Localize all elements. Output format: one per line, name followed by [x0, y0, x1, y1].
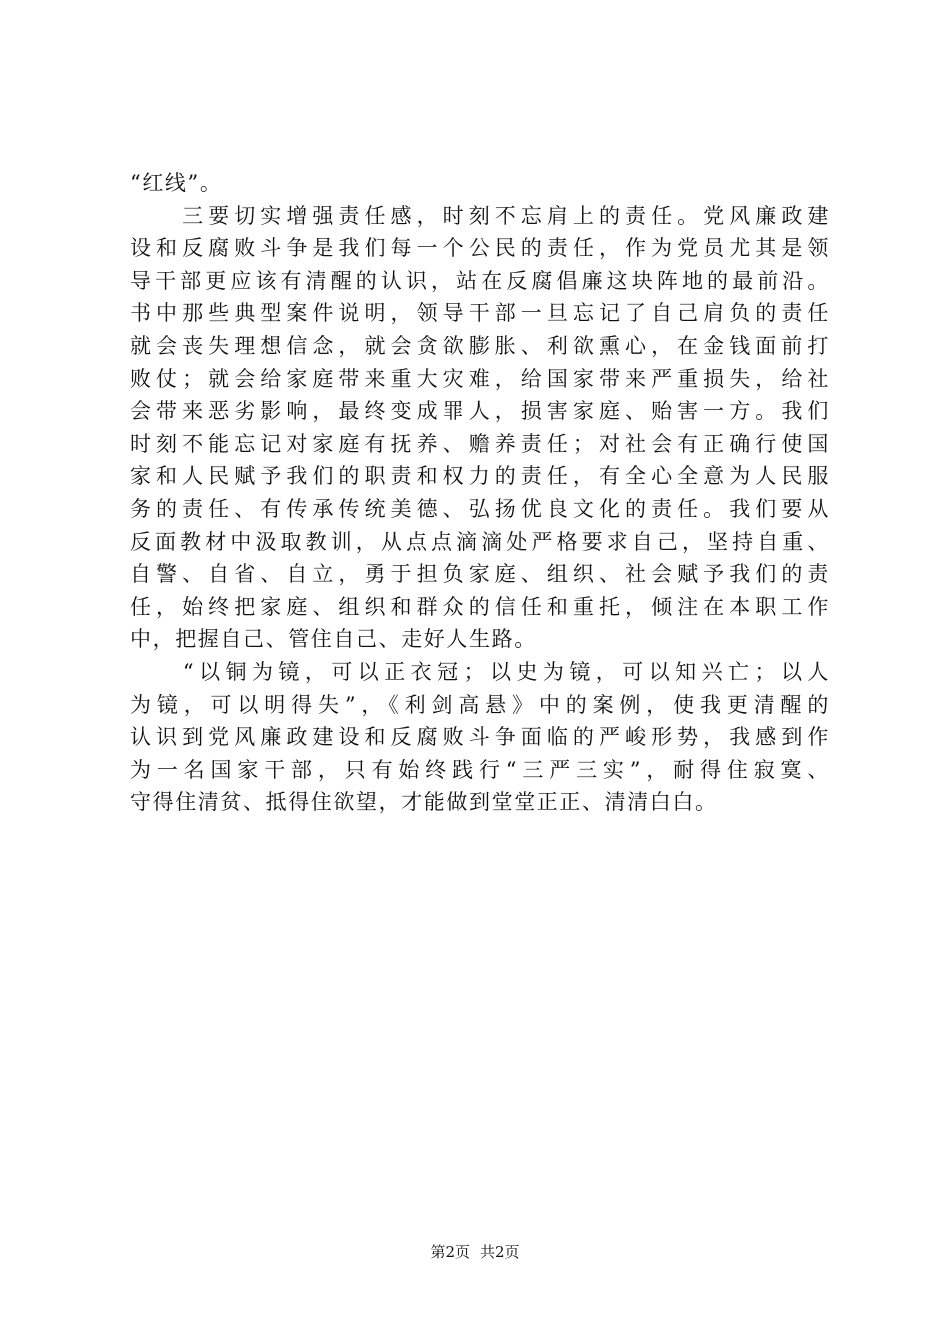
text-line: 时刻不能忘记对家庭有抚养、赡养责任；对社会有正确行使国 — [130, 431, 830, 456]
text-line: 反面教材中汲取教训，从点点滴滴处严格要求自己，坚持自重、 — [130, 529, 830, 554]
text-line: 导干部更应该有清醒的认识，站在反腐倡廉这块阵地的最前沿。 — [130, 268, 830, 293]
text-line: 设和反腐败斗争是我们每一个公民的责任，作为党员尤其是领 — [130, 236, 830, 261]
text-line: “红线”。 — [130, 171, 223, 195]
text-line: 自警、自省、自立，勇于担负家庭、组织、社会赋予我们的责 — [130, 562, 830, 587]
text-line: 书中那些典型案件说明，领导干部一旦忘记了自己肩负的责任 — [130, 301, 830, 326]
text-line: 家和人民赋予我们的职责和权力的责任，有全心全意为人民服 — [130, 464, 830, 489]
page-footer — [0, 1241, 950, 1262]
text-line: 会带来恶劣影响，最终变成罪人，损害家庭、贻害一方。我们 — [130, 399, 830, 424]
text-line: 务的责任、有传承传统美德、弘扬优良文化的责任。我们要从 — [130, 496, 830, 521]
text-line: 败仗；就会给家庭带来重大灾难，给国家带来严重损失，给社 — [130, 366, 830, 391]
text-line: 三要切实增强责任感，时刻不忘肩上的责任。党风廉政建 — [130, 203, 830, 228]
document-body — [130, 167, 830, 819]
text-line: 守得住清贫、抵得住欲望，才能做到堂堂正正、清清白白。 — [130, 790, 718, 815]
page-total: 共2页 — [480, 1243, 520, 1261]
text-line: 为一名国家干部，只有始终践行“三严三实”，耐得住寂寞、 — [130, 757, 830, 782]
text-line: 中，把握自己、管住自己、走好人生路。 — [130, 627, 537, 652]
text-line: 任，始终把家庭、组织和群众的信任和重托，倾注在本职工作 — [130, 594, 830, 619]
text-line: 认识到党风廉政建设和反腐败斗争面临的严峻形势，我感到作 — [130, 725, 830, 750]
page-number: 第2页 — [430, 1243, 470, 1261]
text-line: “以铜为镜，可以正衣冠；以史为镜，可以知兴亡；以人 — [130, 659, 830, 684]
text-line: 就会丧失理想信念，就会贪欲膨胀、利欲熏心，在金钱面前打 — [130, 333, 830, 358]
text-line: 为镜，可以明得失”，《利剑高悬》中的案例，使我更清醒的 — [130, 692, 830, 717]
